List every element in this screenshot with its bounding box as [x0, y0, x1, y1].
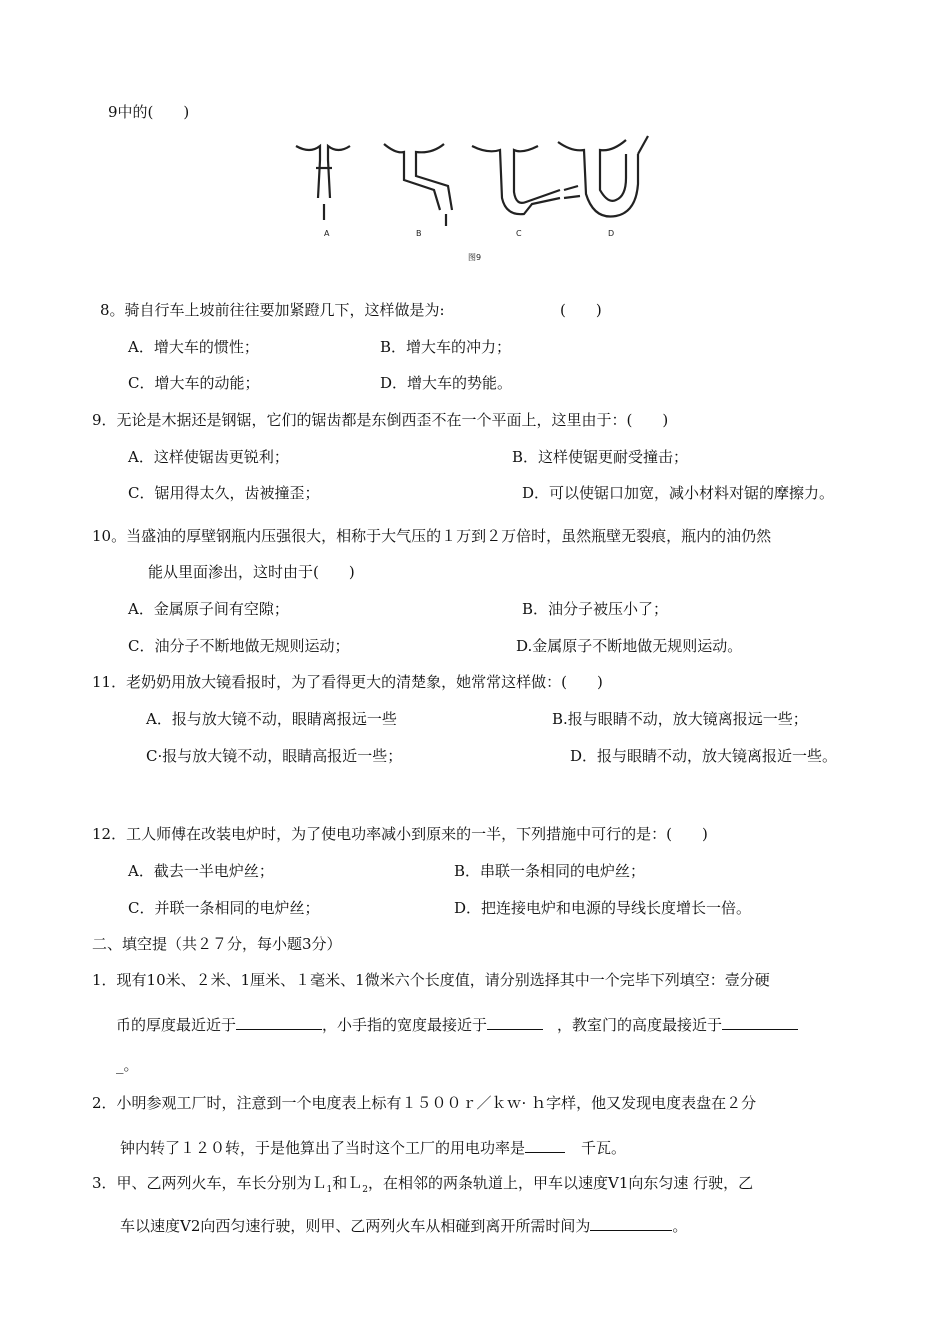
pipe-b [384, 144, 452, 226]
fill-2-blank[interactable] [525, 1136, 565, 1153]
fill-1-text-c: ，教室门的高度最接近于 [557, 1016, 723, 1034]
q11-option-d: D．报与眼睛不动，放大镜离报近一些。 [570, 747, 838, 765]
figure-caption: 图9 [468, 253, 482, 262]
section-2-heading: 二、填空提（共２７分，每小题3分） [92, 935, 342, 953]
fill-3-text-b: 和Ｌ [332, 1174, 363, 1192]
drain-pipes-figure [292, 128, 652, 268]
q9-stem: 9．无论是木据还是钢锯，它们的锯齿都是东倒西歪不在一个平面上，这里由于：( ) [92, 411, 669, 429]
q11-option-c: C·报与放大镜不动，眼睛高报近一些； [146, 747, 403, 765]
fill-3-text-a: 3．甲、乙两列火车，车长分别为Ｌ [92, 1174, 327, 1192]
question-7-tail: 9中的( ) [108, 103, 190, 121]
q8-option-c: C．增大车的动能； [128, 374, 260, 392]
q10-option-a: A．金属原子间有空隙； [128, 600, 289, 618]
q9-option-a: A．这样使锯齿更锐利； [128, 448, 289, 466]
q10-option-c: C．油分子不断地做无规则运动； [128, 637, 350, 655]
q11-stem: 11．老奶奶用放大镜看报时，为了看得更大的清楚象，她常常这样做：( ) [92, 673, 603, 691]
fill-2-text-a: 钟内转了１２０转，于是他算出了当时这个工厂的用电功率是 [120, 1139, 526, 1157]
q8-option-b: B．增大车的冲力； [380, 338, 512, 356]
pipe-a [296, 146, 350, 220]
fill-3-text-c: ，在相邻的两条轨道上，甲车以速度V1向东匀速 行驶，乙 [368, 1174, 754, 1192]
fill-3-text-d: 车以速度V2向西匀速行驶，则甲、乙两列火车从相碰到离开所需时间为 [120, 1217, 591, 1235]
fill-3-line2 [120, 1214, 687, 1236]
q10-option-b: B．油分子被压小了； [522, 600, 669, 618]
q10-option-d: D.金属原子不断地做无规则运动。 [516, 637, 743, 655]
q8-option-d: D．增大车的势能。 [380, 374, 513, 392]
figure-label-c: C [516, 229, 522, 238]
fill-2-text-b: 千瓦。 [581, 1139, 627, 1157]
q9-option-b: B．这样使锯更耐受撞击； [512, 448, 689, 466]
q8-answer-paren: ( ) [560, 301, 602, 319]
fill-1-blank-3[interactable] [722, 1013, 798, 1030]
pipe-c [472, 146, 580, 214]
figure-label-a: A [324, 229, 330, 238]
fill-1-text-a: 币的厚度最近近于 [116, 1016, 237, 1034]
q12-stem: 12．工人师傅在改装电炉时，为了使电功率减小到原来的一半，下列措施中可行的是：( ) [92, 825, 708, 843]
fill-1-blank-1[interactable] [236, 1013, 322, 1030]
pipe-d [558, 136, 648, 217]
fill-1-line2 [116, 1013, 798, 1035]
fill-3-sub-2: 2 [362, 1185, 369, 1195]
q9-option-c: C．锯用得太久，齿被撞歪； [128, 484, 320, 502]
fill-2-line2 [120, 1136, 626, 1158]
q9-option-d: D．可以使锯口加宽，减小材料对锯的摩擦力。 [522, 484, 835, 502]
fill-3-sub-1: 1 [326, 1185, 333, 1195]
figure-label-d: D [608, 229, 615, 238]
q11-option-a: A．报与放大镜不动，眼睛离报远一些 [146, 710, 397, 728]
fill-2-line1: 2．小明参观工厂时，注意到一个电度表上标有１５００ｒ／ｋｗ· ｈ字样，他又发现电度表盘在２分 [92, 1094, 757, 1112]
q10-stem-line1: 10。当盛油的厚壁钢瓶内压强很大，相称于大气压的１万到２万倍时，虽然瓶壁无裂痕，瓶内的油仍然 [92, 527, 772, 545]
q8-option-a: A．增大车的惯性； [128, 338, 259, 356]
q11-option-b: B.报与眼睛不动，放大镜离报远一些； [552, 710, 808, 728]
fill-1-blank-2[interactable] [487, 1013, 543, 1030]
q10-stem-line2: 能从里面渗出，这时由于( ) [148, 563, 355, 581]
fill-1-line1: 1．现有10米、２米、1厘米、１毫米、1微米六个长度值，请分别选择其中一个完毕下列填空：壹分硬 [92, 971, 770, 989]
q12-option-a: A．截去一半电炉丝； [128, 862, 274, 880]
q8-stem: 8。骑自行车上坡前往往要加紧蹬几下，这样做是为: [100, 301, 445, 319]
fill-1-line3: _。 [116, 1056, 139, 1074]
fill-3-line1 [92, 1173, 753, 1200]
fill-3-blank[interactable] [590, 1214, 672, 1231]
figure-label-b: B [416, 229, 422, 238]
fill-3-text-e: 。 [672, 1217, 688, 1235]
q12-option-c: C．并联一条相同的电炉丝； [128, 899, 320, 917]
fill-1-text-b: ，小手指的宽度最接近于 [322, 1016, 488, 1034]
q12-option-b: B．串联一条相同的电炉丝； [454, 862, 646, 880]
q12-option-d: D．把连接电炉和电源的导线长度增长一倍。 [454, 899, 752, 917]
